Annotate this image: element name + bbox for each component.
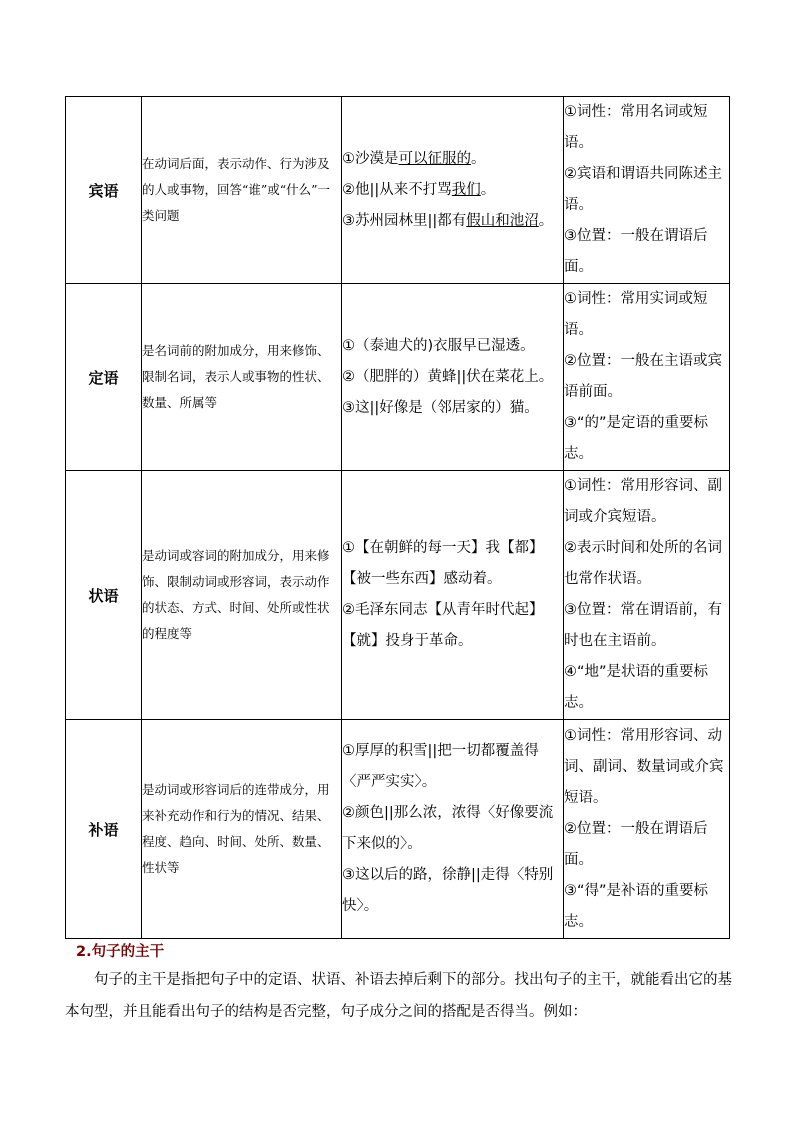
examples-cell xyxy=(342,97,564,284)
definition-cell: 是动词或容词的附加成分，用来修饰、限制动词或形容词，表示动作的状态、方式、时间、处所或性状的程度等 xyxy=(142,471,342,720)
note-line: ②表示时间和处所的名词也常作状语。 xyxy=(564,540,722,587)
notes-cell xyxy=(564,97,730,284)
term-cell: 状语 xyxy=(66,471,142,720)
note-line: ①词性：常用名词或短语。 xyxy=(564,104,708,151)
example-line: ②他||从来不打骂我们。 xyxy=(342,181,496,198)
term-cell: 宾语 xyxy=(66,97,142,284)
term-cell: 补语 xyxy=(66,720,142,939)
example-line: ②颜色||那么浓，浓得〈好像要流下来似的〉。 xyxy=(342,805,554,852)
table-row xyxy=(66,471,730,720)
notes-cell xyxy=(564,471,730,720)
example-line: ①厚厚的积雪||把一切都覆盖得〈严严实实〉。 xyxy=(342,743,539,790)
note-line: ③“得”是补语的重要标志。 xyxy=(564,882,709,930)
section-heading: 2.句子的主干 xyxy=(76,944,165,960)
example-line: ③这||好像是（邻居家的）猫。 xyxy=(342,399,539,416)
examples-cell xyxy=(342,284,564,471)
example-line: ③苏州园林里||都有假山和池沼。 xyxy=(342,212,554,229)
section-paragraph: 句子的主干是指把句子中的定语、状语、补语去掉后剩下的部分。找出句子的主干，就能看出它的基本句型，并且能看出句子的结构是否完整，句子成分之间的搭配是否得当。例如： xyxy=(65,972,732,1020)
example-line: ①沙漠是可以征服的。 xyxy=(342,150,486,167)
grammar-table xyxy=(65,96,730,939)
examples-cell xyxy=(342,471,564,720)
definition-cell: 是名词前的附加成分，用来修饰、限制名词，表示人或事物的性状、数量、所属等 xyxy=(142,284,342,471)
note-line: ②位置：一般在谓语后面。 xyxy=(564,820,708,868)
note-line: ①词性：常用形容词、副词或介宾短语。 xyxy=(564,478,722,525)
table-row xyxy=(66,97,730,284)
note-line: ②宾语和谓语共同陈述主语。 xyxy=(564,166,722,213)
definition-cell: 是动词或形容词后的连带成分，用来补充动作和行为的情况、结果、程度、趋向、时间、处所、数量、性状等 xyxy=(142,720,342,939)
table-row xyxy=(66,284,730,471)
note-line: ③位置：常在谓语前，有时也在主语前。 xyxy=(564,602,722,649)
example-line: ②（肥胖的）黄蜂||伏在菜花上。 xyxy=(342,368,554,385)
definition-cell: 在动词后面，表示动作、行为涉及的人或事物，回答“谁”或“什么”一类问题 xyxy=(142,97,342,284)
table-row xyxy=(66,720,730,939)
examples-cell xyxy=(342,720,564,939)
term-cell: 定语 xyxy=(66,284,142,471)
example-line: ①（泰迪犬的)衣服早已湿透。 xyxy=(342,337,535,354)
note-line: ③“的”是定语的重要标志。 xyxy=(564,415,709,462)
example-line: ②毛泽东同志【从青年时代起】【就】投身于革命。 xyxy=(342,602,544,649)
notes-cell xyxy=(564,284,730,471)
notes-cell xyxy=(564,720,730,939)
note-line: ①词性：常用形容词、动词、副词、数量词或介宾短语。 xyxy=(564,727,724,806)
note-line: ①词性：常用实词或短语。 xyxy=(564,291,708,338)
note-line: ②位置：一般在主语或宾语前面。 xyxy=(564,353,722,400)
example-line: ①【在朝鲜的每一天】我【都】【被一些东西】感动着。 xyxy=(342,540,544,587)
example-line: ③这以后的路，徐静||走得〈特别快〉。 xyxy=(342,867,554,914)
note-line: ③位置：一般在谓语后面。 xyxy=(564,228,708,275)
note-line: ④“地”是状语的重要标志。 xyxy=(564,664,709,711)
